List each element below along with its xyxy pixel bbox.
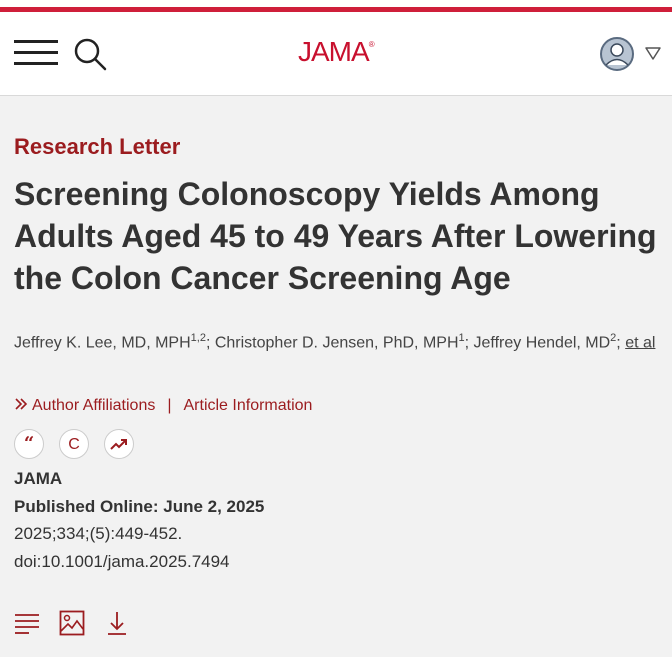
search-icon[interactable] bbox=[72, 36, 108, 72]
user-avatar-icon[interactable] bbox=[600, 37, 634, 71]
double-chevron-right-icon bbox=[14, 397, 28, 411]
article-info-links bbox=[14, 397, 312, 415]
permissions-button[interactable] bbox=[59, 429, 89, 459]
text-icon[interactable] bbox=[14, 610, 40, 636]
jama-logo[interactable]: JAMA® bbox=[298, 36, 375, 67]
link-separator: | bbox=[167, 397, 172, 414]
article-information-link[interactable]: Article Information bbox=[183, 397, 313, 414]
caret-down-icon[interactable] bbox=[644, 45, 662, 61]
article-type: Research Letter bbox=[14, 134, 181, 159]
image-icon[interactable] bbox=[59, 610, 85, 636]
menu-icon[interactable] bbox=[14, 40, 58, 66]
author-affiliations-link[interactable]: Author Affiliations bbox=[32, 397, 156, 414]
download-icon[interactable] bbox=[104, 610, 130, 636]
site-header bbox=[0, 12, 672, 96]
cite-button[interactable] bbox=[14, 429, 44, 459]
article-title: Screening Colonoscopy Yields Among Adults Aged 45 to 49 Years After Lowering the Colon Cancer Screening Age bbox=[14, 176, 657, 296]
author-name[interactable]: Christopher D. Jensen, PhD, MPH bbox=[214, 334, 459, 352]
journal-name: JAMA bbox=[14, 469, 63, 488]
author-name[interactable]: Jeffrey K. Lee, MD, MPH bbox=[14, 334, 191, 352]
published-date: Published Online: June 2, 2025 bbox=[14, 497, 265, 516]
author-name[interactable]: Jeffrey Hendel, MD bbox=[473, 334, 611, 352]
trending-up-icon bbox=[110, 437, 128, 451]
copyright-icon: C bbox=[68, 436, 80, 453]
doi[interactable]: doi:10.1001/jama.2025.7494 bbox=[14, 552, 230, 571]
et-al-link[interactable]: et al bbox=[625, 334, 656, 352]
metrics-button[interactable] bbox=[104, 429, 134, 459]
author-list: Jeffrey K. Lee, MD, MPH$^{1,2}$; Christopher D. Jensen, PhD, MPH$^1$; Jeffrey Hendel, $MD^2$; et al bbox=[14, 332, 656, 352]
quote-icon: “ bbox=[23, 433, 35, 454]
citation: 2025;334;(5):449-452. bbox=[14, 524, 183, 543]
top-white-strip bbox=[0, 0, 672, 7]
